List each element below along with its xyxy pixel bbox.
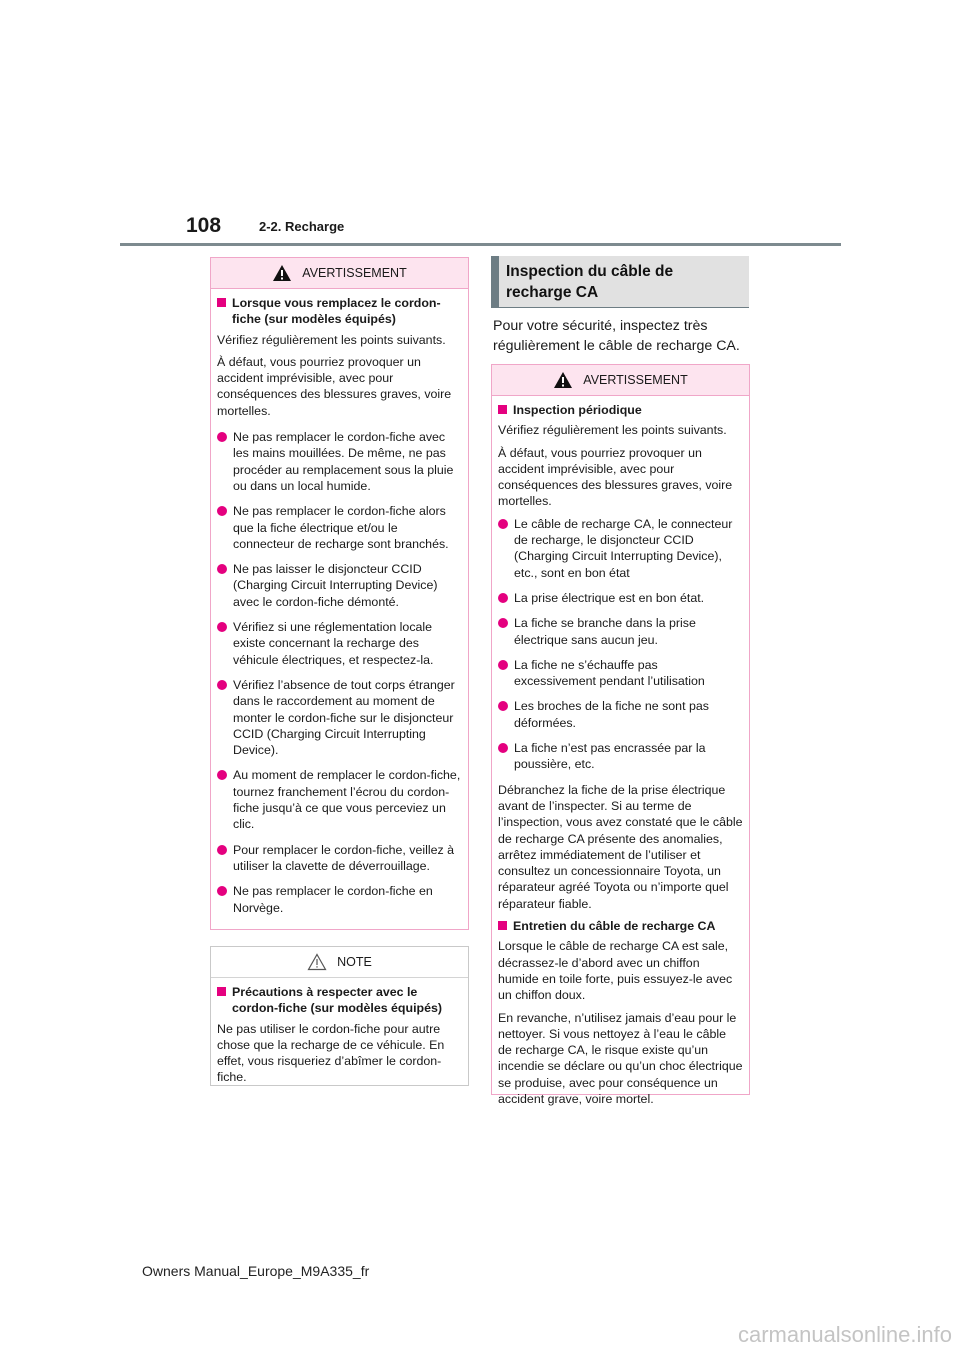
list-item: Ne pas remplacer le cordon-fiche alors que la fiche électrique et/ou le connecteur de recharge sont branchés. bbox=[217, 503, 462, 552]
square-bullet-icon bbox=[498, 405, 507, 414]
bullet-dot-icon bbox=[217, 886, 227, 896]
list-item: Ne pas laisser le disjoncteur CCID (Charging Circuit Interrupting Device) avec le cordon-fiche démonté. bbox=[217, 561, 462, 610]
footer-text: Owners Manual_Europe_M9A335_fr bbox=[142, 1263, 370, 1279]
warning-subheading: Inspection périodique bbox=[498, 402, 743, 418]
caution-triangle-icon bbox=[307, 953, 327, 971]
bullet-dot-icon bbox=[217, 680, 227, 690]
watermark: carmanualsonline.info bbox=[737, 1322, 952, 1347]
bullet-dot-icon bbox=[498, 618, 508, 628]
page-number: 108 bbox=[186, 214, 222, 237]
note-header bbox=[211, 947, 468, 978]
list-item: Vérifiez si une réglementation locale existe concernant la recharge des véhicule électriques, et respectez-la. bbox=[217, 619, 462, 668]
warning-box-inspection bbox=[491, 364, 750, 1106]
warning-paragraph: En revanche, n’utilisez jamais d’eau pour le nettoyer. Si vous nettoyez à l’eau le câble de recharge CA, le risque existe qu’un incendie se déclare ou qu’un choc électrique se produise, avec pour conséquence un accident grave, voire mortel. bbox=[498, 1010, 743, 1106]
bullet-dot-icon bbox=[498, 660, 508, 670]
warning-triangle-icon bbox=[553, 371, 573, 389]
warning-header bbox=[211, 258, 468, 289]
bullet-dot-icon bbox=[217, 622, 227, 632]
section-title: 2-2. Recharge bbox=[259, 219, 345, 234]
list-item: Le câble de recharge CA, le connecteur de recharge, le disjoncteur CCID (Charging Circuit Interrupting Device), etc., sont en bon état bbox=[498, 516, 743, 581]
heading-underline bbox=[491, 307, 749, 308]
warning-paragraph: À défaut, vous pourriez provoquer un accident imprévisible, avec pour conséquences des blessures graves, voire mortelles. bbox=[498, 445, 733, 509]
note-box bbox=[210, 946, 469, 1086]
square-bullet-icon bbox=[498, 921, 507, 930]
list-item: Pour remplacer le cordon-fiche, veillez à utiliser la clavette de déverrouillage. bbox=[217, 842, 462, 875]
warning-paragraph: Vérifiez régulièrement les points suivants. bbox=[217, 332, 446, 347]
list-item: La fiche se branche dans la prise électrique sans aucun jeu. bbox=[498, 615, 743, 648]
note-subheading: Précautions à respecter avec le cordon-fiche (sur modèles équipés) bbox=[217, 984, 462, 1017]
note-paragraph: Ne pas utiliser le cordon-fiche pour autre chose que la recharge de ce véhicule. En effet, vous risqueriez d’abîmer le cordon-fiche. bbox=[217, 1021, 445, 1085]
heading-line: Inspection du câble de bbox=[506, 263, 674, 280]
section-heading bbox=[491, 256, 749, 308]
header-divider bbox=[120, 243, 841, 246]
warning-paragraph: Lorsque le câble de recharge CA est sale, décrassez-le d’abord avec un chiffon humide en toile forte, puis essuyez-le avec un chiffon doux. bbox=[498, 939, 733, 1003]
bullet-dot-icon bbox=[217, 506, 227, 516]
heading-line: recharge CA bbox=[506, 284, 599, 301]
bullet-dot-icon bbox=[498, 743, 508, 753]
warning-box-cordon bbox=[210, 257, 469, 930]
warning-paragraph: Débranchez la fiche de la prise électrique avant de l’inspecter. Si au terme de l’inspection, vous avez constaté que le câble de recharge CA présente des anomalies, arrêtez immédiatement de l’utiliser et consultez un concessionnaire Toyota, un réparateur agréé Toyota ou n’importe quel réparateur fiable. bbox=[498, 782, 743, 911]
square-bullet-icon bbox=[217, 987, 226, 996]
list-item: La fiche n’est pas encrassée par la poussière, etc. bbox=[498, 740, 743, 773]
warning-title: AVERTISSEMENT bbox=[583, 373, 688, 387]
note-title: NOTE bbox=[337, 955, 372, 969]
warning-paragraph: Vérifiez régulièrement les points suivants. bbox=[498, 423, 727, 438]
list-item: Ne pas remplacer le cordon-fiche en Norvège. bbox=[217, 883, 462, 916]
list-item: Ne pas remplacer le cordon-fiche avec les mains mouillées. De même, ne pas procéder au remplacement sous la pluie ou dans un local humide. bbox=[217, 429, 462, 494]
bullet-dot-icon bbox=[217, 564, 227, 574]
bullet-dot-icon bbox=[498, 519, 508, 529]
warning-triangle-icon bbox=[272, 264, 292, 282]
square-bullet-icon bbox=[217, 298, 226, 307]
warning-header bbox=[492, 365, 749, 396]
bullet-dot-icon bbox=[217, 770, 227, 780]
bullet-dot-icon bbox=[217, 432, 227, 442]
bullet-dot-icon bbox=[217, 845, 227, 855]
warning-paragraph: À défaut, vous pourriez provoquer un accident imprévisible, avec pour conséquences des blessures graves, voire mortelles. bbox=[217, 354, 452, 418]
list-item: Au moment de remplacer le cordon-fiche, tournez franchement l’écrou du cordon-fiche jusqu’à ce que vous perceviez un clic. bbox=[217, 767, 462, 832]
bullet-dot-icon bbox=[498, 701, 508, 711]
warning-subheading: Lorsque vous remplacez le cordon-fiche (sur modèles équipés) bbox=[217, 295, 462, 328]
list-item: La fiche ne s’échauffe pas excessivement pendant l’utilisation bbox=[498, 657, 743, 690]
list-item: Les broches de la fiche ne sont pas déformées. bbox=[498, 698, 743, 731]
list-item: La prise électrique est en bon état. bbox=[498, 590, 743, 606]
list-item: Vérifiez l’absence de tout corps étranger dans le raccordement au moment de monter le cordon-fiche sur le disjoncteur CCID (Charging Circuit Interrupting Device). bbox=[217, 677, 462, 758]
warning-title: AVERTISSEMENT bbox=[302, 266, 407, 280]
warning-subheading: Entretien du câble de recharge CA bbox=[498, 918, 743, 934]
bullet-dot-icon bbox=[498, 593, 508, 603]
intro-text: Pour votre sécurité, inspectez très régulièrement le câble de recharge CA. bbox=[493, 318, 740, 354]
